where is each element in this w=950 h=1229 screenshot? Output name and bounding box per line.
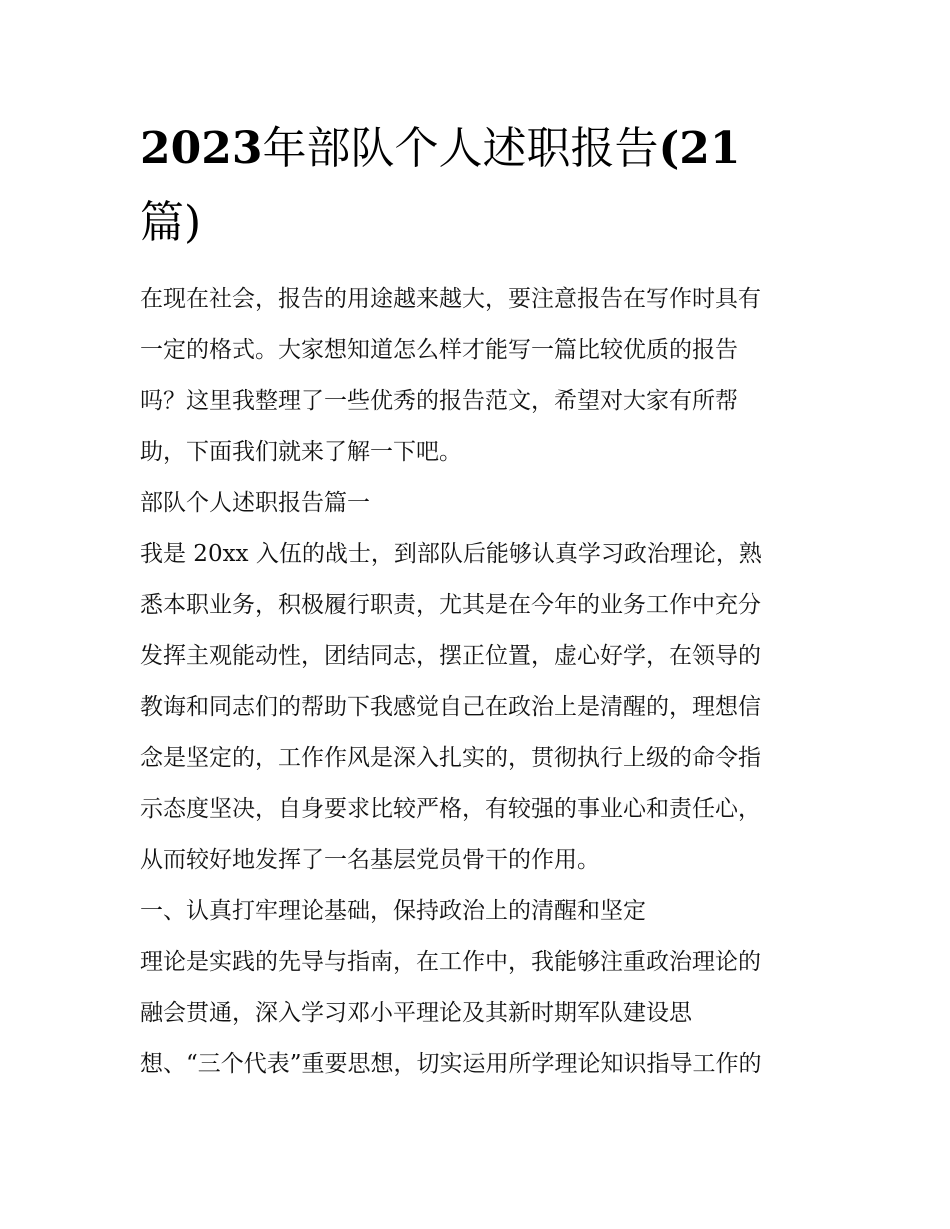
body-line: 从而较好地发挥了一名基层党员骨干的作用。: [140, 847, 600, 873]
body-line: 在现在社会，报告的用途越来越大，要注意报告在写作时具有: [140, 286, 761, 312]
body-line: 教诲和同志们的帮助下我感觉自己在政治上是清醒的，理想信: [140, 694, 761, 720]
document-title: [140, 112, 820, 260]
document-body: [140, 274, 820, 1090]
body-line: 示态度坚决，自身要求比较严格，有较强的事业心和责任心，: [140, 796, 761, 822]
body-line: 念是坚定的，工作作风是深入扎实的，贯彻执行上级的命令指: [140, 745, 761, 771]
section-heading: 部队个人述职报告篇一: [140, 490, 370, 516]
body-line: 悉本职业务，积极履行职责，尤其是在今年的业务工作中充分: [140, 592, 761, 618]
body-line: 发挥主观能动性，团结同志，摆正位置，虚心好学，在领导的: [140, 643, 761, 669]
body-line: 一定的格式。大家想知道怎么样才能写一篇比较优质的报告: [140, 337, 738, 363]
body-line: 理论是实践的先导与指南，在工作中，我能够注重政治理论的: [140, 949, 761, 975]
title-count: (21: [658, 123, 741, 174]
body-line: 融会贯通，深入学习邓小平理论及其新时期军队建设思: [140, 1000, 692, 1026]
body-line: 想、“三个代表”重要思想，切实运用所学理论知识指导工作的: [140, 1051, 762, 1077]
body-line: 我是 20xx 入伍的战士，到部队后能够认真学习政治理论，熟: [140, 541, 762, 567]
body-line: 吗？这里我整理了一些优秀的报告范文，希望对大家有所帮: [140, 388, 738, 414]
body-line: 助，下面我们就来了解一下吧。: [140, 439, 462, 465]
title-year: 2023: [140, 123, 263, 174]
subsection-heading: 一、认真打牢理论基础，保持政治上的清醒和坚定: [140, 898, 646, 924]
title-text: 年部队个人述职报告: [262, 123, 659, 174]
title-suffix: 篇): [140, 197, 202, 248]
